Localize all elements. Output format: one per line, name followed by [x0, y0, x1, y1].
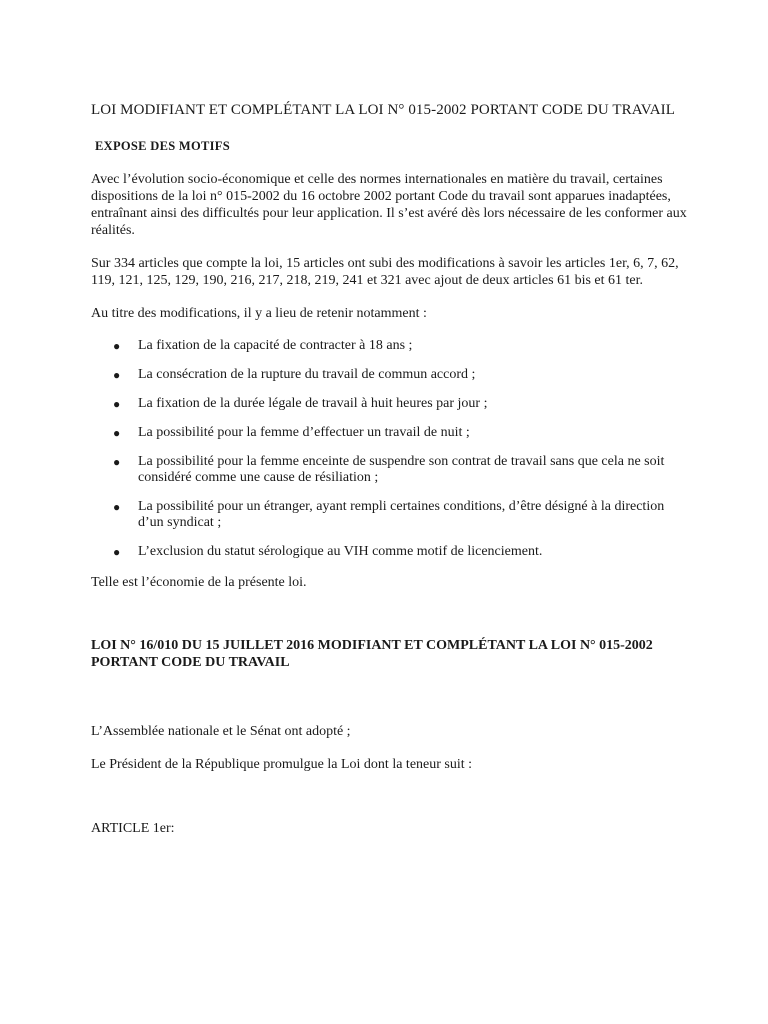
bullet-icon: ● [113, 368, 121, 382]
bullet-icon: ● [113, 500, 121, 514]
modifications-list [91, 338, 691, 560]
paragraph-promulgation: Le Président de la République promulgue la Loi dont la teneur suit : [91, 757, 473, 772]
bullet-icon: ● [113, 339, 121, 353]
bullet-icon: ● [113, 426, 121, 440]
list-item: ● La fixation de la capacité de contracter à 18 ans ; [113, 338, 413, 353]
paragraph-articles: Sur 334 articles que compte la loi, 15 articles ont subi des modifications à savoir les articles 1er, 6, 7, 62, 119, 121, 125, 129, 190, 216, 217, 218, 219, 241 et 321 avec ajout de deux articles 61 bis et 61 ter. [91, 256, 679, 288]
paragraph-economy: Telle est l’économie de la présente loi. [91, 575, 307, 590]
list-item: ● La possibilité pour un étranger, ayant rempli certaines conditions, d’être désigné à la direction d’un syndicat ; [113, 499, 665, 530]
list-item: ● L’exclusion du statut sérologique au VIH comme motif de licenciement. [113, 544, 543, 559]
list-item: ● La consécration de la rupture du travail de commun accord ; [113, 367, 476, 382]
section-heading: EXPOSE DES MOTIFS [95, 139, 230, 153]
law-title: LOI N° 16/010 DU 15 JUILLET 2016 MODIFIANT ET COMPLÉTANT LA LOI N° 015-2002 PORTANT CODE DU TRAVAIL [91, 638, 653, 670]
paragraph-modifications: Au titre des modifications, il y a lieu de retenir notamment : [91, 306, 427, 321]
bullet-icon: ● [113, 545, 121, 559]
bullet-icon: ● [113, 455, 121, 469]
paragraph-adopted: L’Assemblée nationale et le Sénat ont adopté ; [91, 724, 351, 739]
bullet-icon: ● [113, 397, 121, 411]
paragraph-intro: Avec l’évolution socio-économique et celle des normes internationales en matière du travail, certaines dispositions de la loi n° 015-2002 du 16 octobre 2002 portant Code du travail sont apparues inadaptées, entraînant ainsi des difficultés pour leur application. Il s’est avéré dès lors nécessaire de les conformer aux réalités. [91, 172, 687, 238]
document-page [91, 102, 691, 837]
article-heading: ARTICLE 1er: [91, 821, 175, 836]
list-item: ● La possibilité pour la femme enceinte de suspendre son contrat de travail sans que cela ne soit considéré comme une cause de résiliation ; [113, 454, 665, 485]
document-title: LOI MODIFIANT ET COMPLÉTANT LA LOI N° 015-2002 PORTANT CODE DU TRAVAIL [91, 102, 676, 118]
list-item: ● La fixation de la durée légale de travail à huit heures par jour ; [113, 396, 488, 411]
list-item: ● La possibilité pour la femme d’effectuer un travail de nuit ; [113, 425, 470, 440]
